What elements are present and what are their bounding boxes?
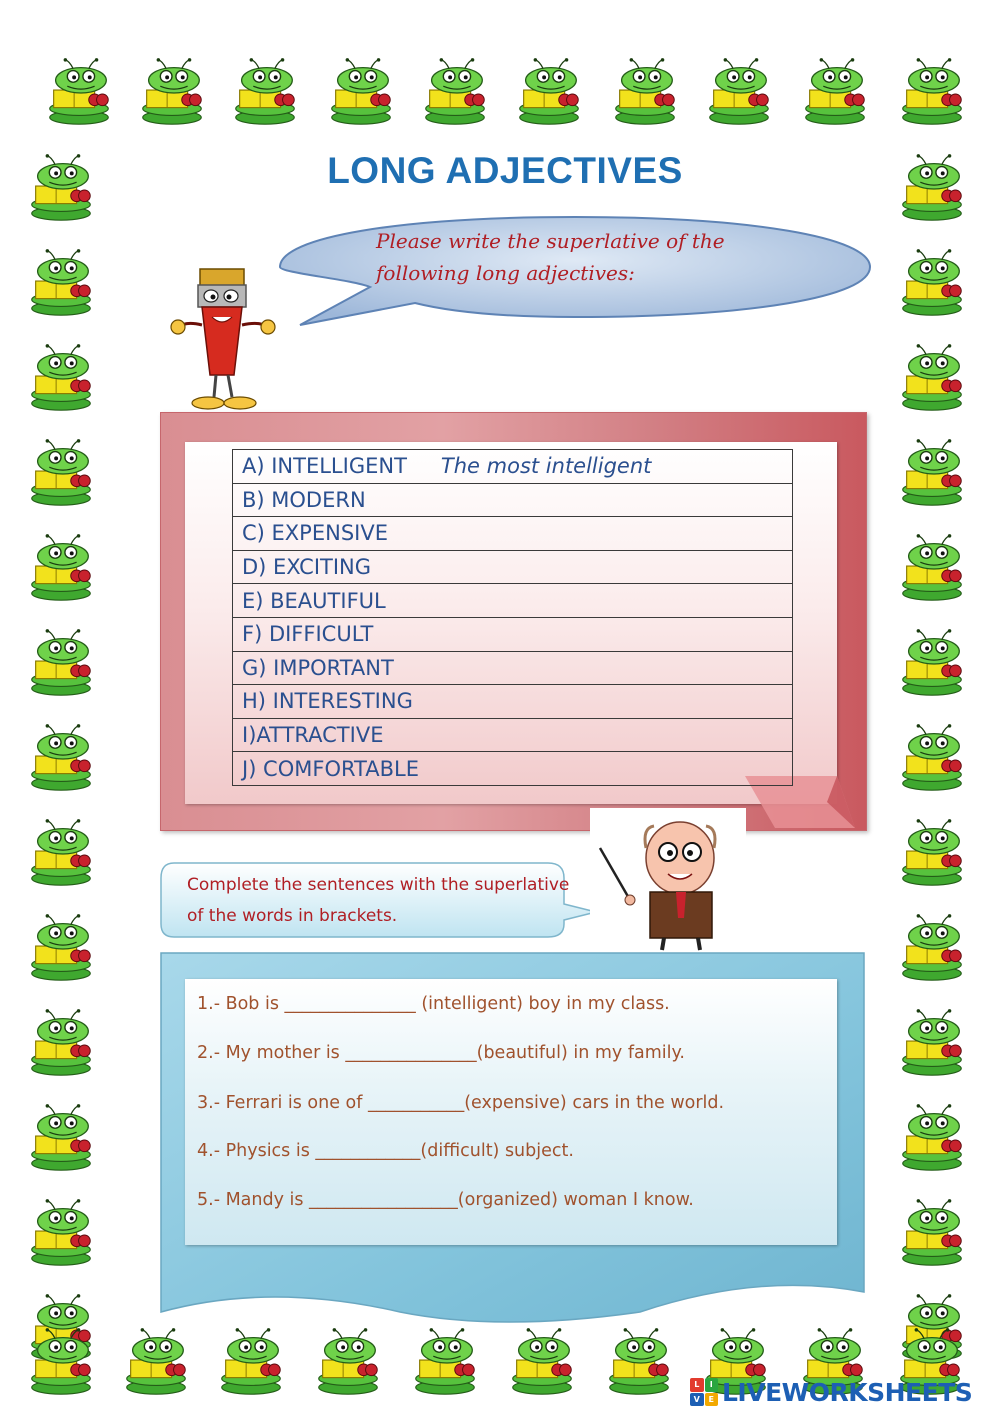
adjective-cell (233, 584, 793, 618)
adjective-label: E) BEAUTIFUL (242, 588, 386, 613)
instruction-bubble-1 (280, 215, 870, 320)
logo-mark-letter: E (705, 1393, 719, 1407)
green-worm-reading-icon (503, 1326, 581, 1398)
green-worm-reading-icon (510, 56, 588, 128)
instruction-text-1: Please write the superlative of the following long adjectives: (376, 229, 725, 285)
green-worm-reading-icon (796, 56, 874, 128)
green-worm-reading-icon (22, 1007, 100, 1079)
green-worm-reading-icon (893, 1007, 971, 1079)
green-worm-reading-icon (22, 437, 100, 509)
sentence-2: 2.- My mother is _______________(beautiful) in my family. (197, 1043, 685, 1063)
table-row (233, 450, 793, 484)
adjective-cell (233, 685, 793, 719)
green-worm-reading-icon (893, 342, 971, 414)
green-worm-reading-icon (22, 342, 100, 414)
green-worm-reading-icon (893, 56, 971, 128)
table-row (233, 517, 793, 551)
instruction-text-2: Complete the sentences with the superlative of the words in brackets. (187, 875, 570, 926)
page-title: LONG ADJECTIVES (327, 150, 683, 191)
green-worm-reading-icon (893, 247, 971, 319)
green-worm-reading-icon (117, 1326, 195, 1398)
adjective-label: A) INTELLIGENT (242, 454, 407, 479)
sentence-5: 5.- Mandy is _________________(organized) woman I know. (197, 1190, 694, 1210)
adjective-label: H) INTERESTING (242, 689, 413, 714)
green-worm-reading-icon (226, 56, 304, 128)
logo-text: LIVEWORKSHEETS (722, 1377, 973, 1407)
green-worm-reading-icon (606, 56, 684, 128)
table-row (233, 483, 793, 517)
green-worm-reading-icon (212, 1326, 290, 1398)
adjective-cell (233, 718, 793, 752)
adjective-label: D) EXCITING (242, 555, 372, 580)
answer-field[interactable]: The most intelligent (440, 454, 652, 479)
logo-mark-letter: L (690, 1378, 704, 1392)
teacher-with-pointer-icon (590, 808, 746, 956)
table-row (233, 651, 793, 685)
green-worm-reading-icon (600, 1326, 678, 1398)
adjective-label: I)ATTRACTIVE (242, 723, 384, 748)
adjective-label: C) EXPENSIVE (242, 521, 388, 546)
adjective-cell (233, 550, 793, 584)
adjective-cell (233, 752, 793, 786)
green-worm-reading-icon (22, 627, 100, 699)
adjective-label: J) COMFORTABLE (242, 756, 419, 781)
logo-mark-icon (690, 1378, 718, 1406)
green-worm-reading-icon (893, 817, 971, 889)
sentence-4: 4.- Physics is ____________(difficult) subject. (197, 1141, 574, 1161)
adjective-cell (233, 617, 793, 651)
green-worm-reading-icon (133, 56, 211, 128)
adjective-label: F) DIFFICULT (242, 622, 374, 647)
green-worm-reading-icon (893, 1102, 971, 1174)
green-worm-reading-icon (22, 1197, 100, 1269)
green-worm-reading-icon (22, 247, 100, 319)
green-worm-reading-icon (893, 627, 971, 699)
instruction-bubble-2 (160, 862, 592, 938)
adjectives-table (232, 449, 793, 786)
green-worm-reading-icon (700, 56, 778, 128)
green-worm-reading-icon (22, 912, 100, 984)
table-row (233, 752, 793, 786)
green-worm-reading-icon (416, 56, 494, 128)
green-worm-reading-icon (893, 1197, 971, 1269)
green-worm-reading-icon (893, 437, 971, 509)
adjective-label: B) MODERN (242, 487, 366, 512)
green-worm-reading-icon (22, 1102, 100, 1174)
green-worm-reading-icon (893, 532, 971, 604)
adjective-cell (233, 651, 793, 685)
logo-mark-letter: V (690, 1393, 704, 1407)
green-worm-reading-icon (22, 1326, 100, 1398)
green-worm-reading-icon (22, 722, 100, 794)
logo-mark-letter: I (705, 1378, 719, 1392)
green-worm-reading-icon (893, 912, 971, 984)
green-worm-reading-icon (893, 722, 971, 794)
green-worm-reading-icon (406, 1326, 484, 1398)
table-row (233, 685, 793, 719)
table-row (233, 718, 793, 752)
adjective-cell (233, 450, 793, 484)
paintbrush-character-icon (168, 265, 278, 413)
green-worm-reading-icon (40, 56, 118, 128)
green-worm-reading-icon (22, 532, 100, 604)
sentence-1: 1.- Bob is _______________ (intelligent) boy in my class. (197, 994, 670, 1014)
table-row (233, 550, 793, 584)
green-worm-reading-icon (22, 817, 100, 889)
adjective-label: G) IMPORTANT (242, 655, 394, 680)
green-worm-reading-icon (309, 1326, 387, 1398)
liveworksheets-logo[interactable] (690, 1376, 972, 1408)
sentence-3: 3.- Ferrari is one of ___________(expensive) cars in the world. (197, 1093, 725, 1113)
green-worm-reading-icon (322, 56, 400, 128)
table-row (233, 584, 793, 618)
adjective-cell (233, 483, 793, 517)
adjective-cell (233, 517, 793, 551)
table-row (233, 617, 793, 651)
